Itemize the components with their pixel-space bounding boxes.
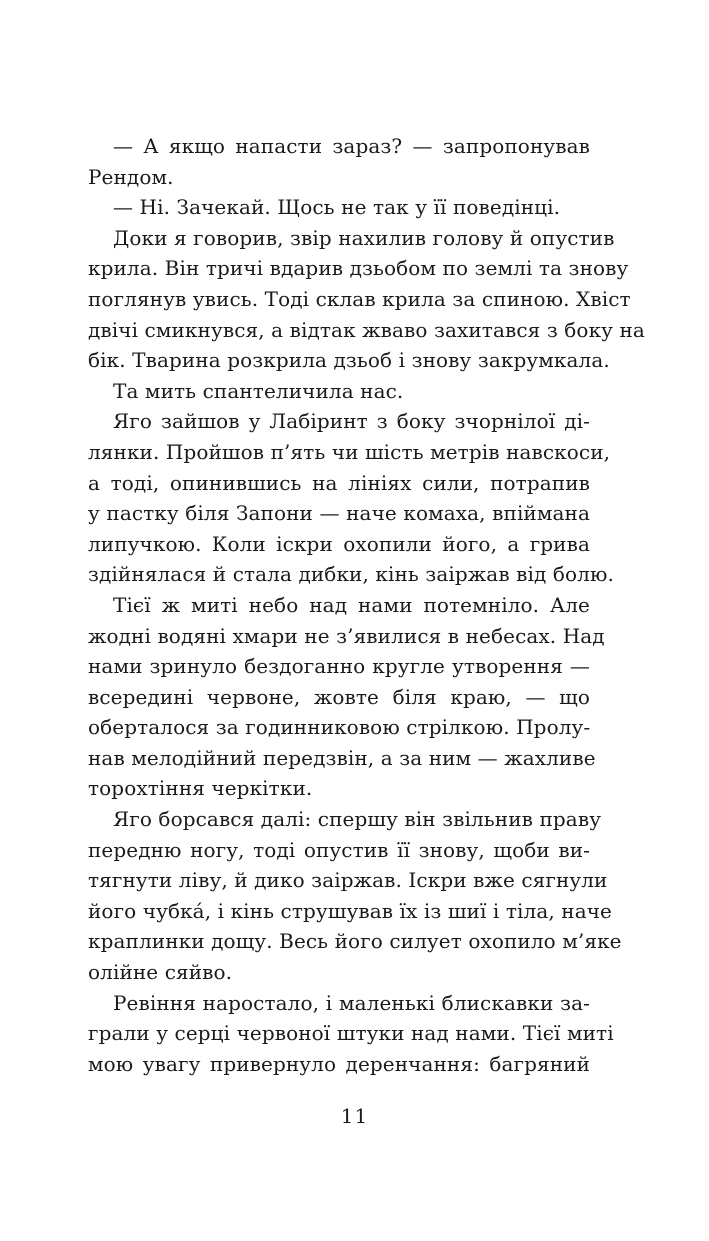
text-line: передню ногу, тоді опустив її знову, щоби ви- bbox=[88, 837, 590, 862]
text-line: Яго зайшов у Лабіринт з боку зчорнілої ді- bbox=[113, 409, 590, 434]
text-line: у пастку біля Запони — наче комаха, впіймана bbox=[88, 501, 590, 526]
text-line: жодні водяні хмари не з’явилися в небесах. Над bbox=[88, 623, 605, 648]
paragraph bbox=[88, 804, 622, 988]
text-line: липучкою. Коли іскри охопили його, а грива bbox=[88, 531, 590, 556]
text-line: мою увагу привернуло деренчання: багряний bbox=[88, 1051, 590, 1076]
text-line: його чубка́, і кінь струшував їх із шиї і тіла, наче bbox=[88, 898, 612, 923]
text-line: лянки. Пройшов п’ять чи шість метрів навскоси, bbox=[88, 439, 611, 464]
text-line: двічі смикнувся, а відтак жваво захитався з боку на bbox=[88, 317, 645, 342]
text-line: а тоді, опинившись на лініях сили, потрапив bbox=[88, 470, 590, 495]
text-line: Рендом. bbox=[88, 164, 174, 189]
paragraph bbox=[88, 192, 590, 223]
text-line: поглянув увись. Тоді склав крила за спиною. Хвіст bbox=[88, 286, 631, 311]
paragraph bbox=[88, 590, 605, 804]
text-line: Тієї ж миті небо над нами потемніло. Але bbox=[113, 592, 590, 617]
paragraph bbox=[88, 223, 645, 376]
text-line: — Ні. Зачекай. Щось не так у її поведінці. bbox=[113, 195, 561, 220]
page-number: 11 bbox=[340, 1104, 369, 1128]
text-line: Та мить спантеличила нас. bbox=[113, 378, 404, 403]
text-line: Доки я говорив, звір нахилив голову й опустив bbox=[113, 225, 615, 250]
text-line: нав мелодійний передзвін, а за ним — жахливе bbox=[88, 745, 596, 770]
paragraph bbox=[88, 406, 614, 590]
body-text bbox=[88, 131, 645, 1079]
text-line: олійне сяйво. bbox=[88, 960, 233, 985]
text-line: торохтіння черкітки. bbox=[88, 776, 313, 801]
text-line: оберталося за годинниковою стрілкою. Пролу- bbox=[88, 715, 591, 740]
text-line: краплинки дощу. Весь його силует охопило м’яке bbox=[88, 929, 622, 954]
text-line: грали у серці червоної штуки над нами. Тієї миті bbox=[88, 1021, 614, 1046]
paragraph bbox=[88, 131, 590, 192]
paragraph bbox=[88, 988, 614, 1080]
paragraph bbox=[88, 376, 590, 407]
text-line: Ревіння наростало, і маленькі блискавки за- bbox=[113, 990, 590, 1015]
text-line: Яго борсався далі: спершу він звільнив праву bbox=[113, 807, 602, 832]
text-line: тягнути ліву, й дико заіржав. Іскри вже сягнули bbox=[88, 868, 608, 893]
text-line: бік. Тварина розкрила дзьоб і знову закрумкала. bbox=[88, 348, 610, 373]
text-line: всередині червоне, жовте біля краю, — що bbox=[88, 684, 590, 709]
text-line: — А якщо напасти зараз? — запропонував bbox=[113, 134, 590, 158]
text-line: крила. Він тричі вдарив дзьобом по землі та знову bbox=[88, 256, 629, 281]
text-line: нами зринуло бездоганно кругле утворення — bbox=[88, 654, 590, 679]
text-line: здійнялася й стала дибки, кінь заіржав від болю. bbox=[88, 562, 614, 587]
